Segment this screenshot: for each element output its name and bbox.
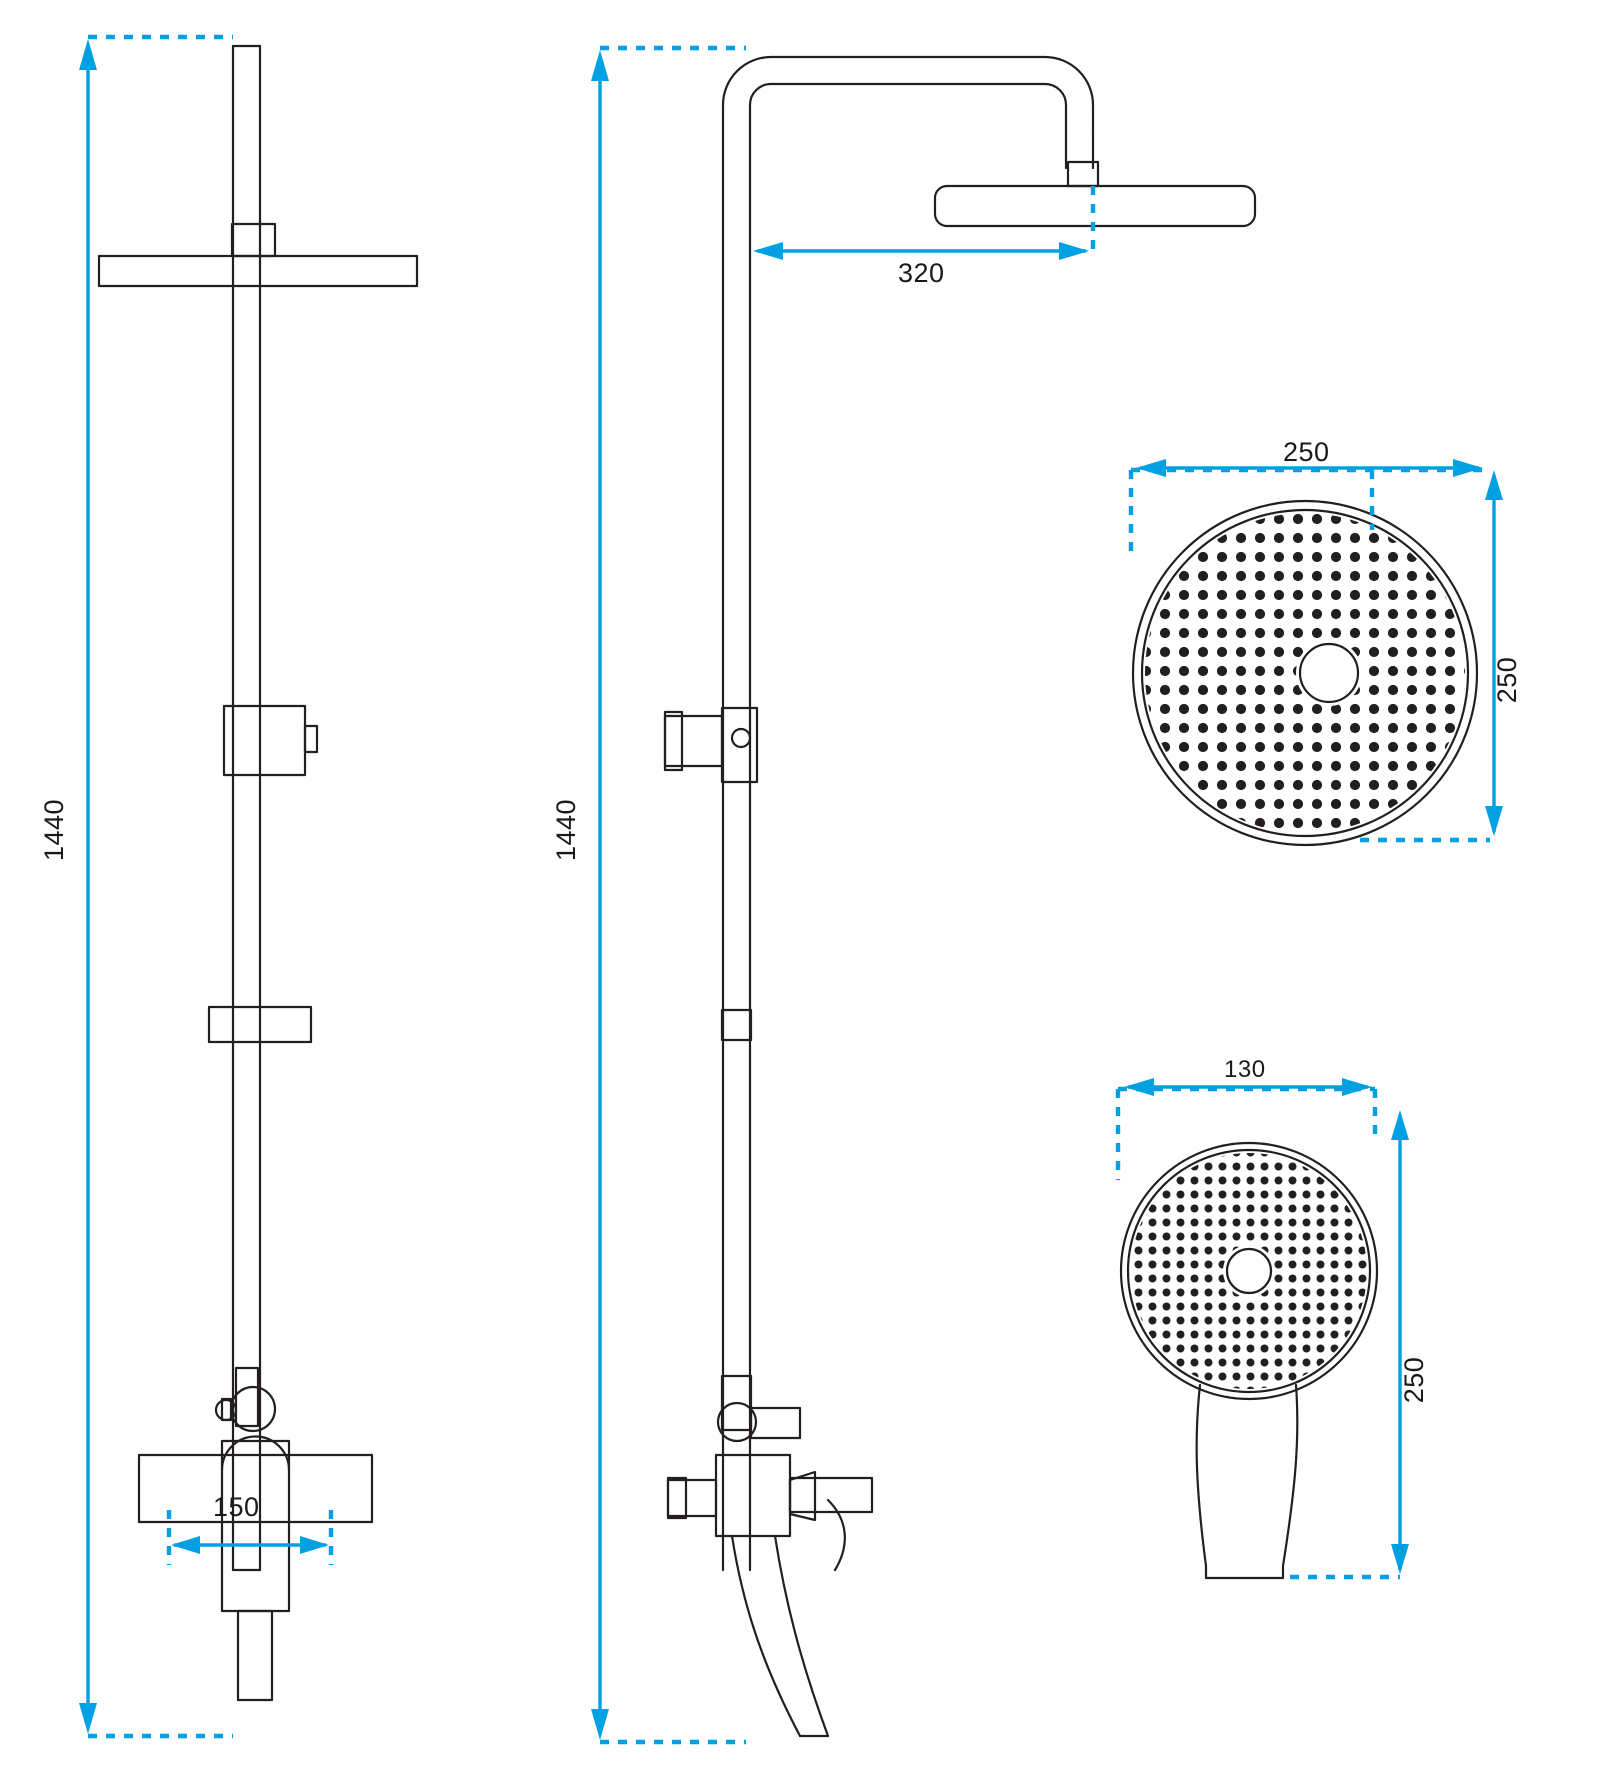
dim-label-head-height: 250 (1492, 656, 1522, 704)
dim-label-column-height: 1440 (551, 798, 581, 862)
dim-hand-width (1118, 1078, 1375, 1180)
dim-rail-height (79, 37, 233, 1736)
dim-head-height (1360, 470, 1503, 840)
dim-column-height (591, 48, 746, 1742)
dim-label-arm-reach: 320 (898, 258, 945, 288)
dim-hand-length (1290, 1110, 1409, 1577)
dim-label-head-width: 250 (1283, 437, 1330, 467)
dim-label-hand-length: 250 (1399, 1356, 1429, 1404)
dim-label-hand-width: 130 (1224, 1056, 1266, 1083)
dim-label-rail-height: 1440 (39, 798, 69, 862)
dim-arm-reach (753, 186, 1093, 260)
dim-head-width (1131, 459, 1490, 560)
dim-label-mixer-width: 150 (213, 1492, 260, 1522)
